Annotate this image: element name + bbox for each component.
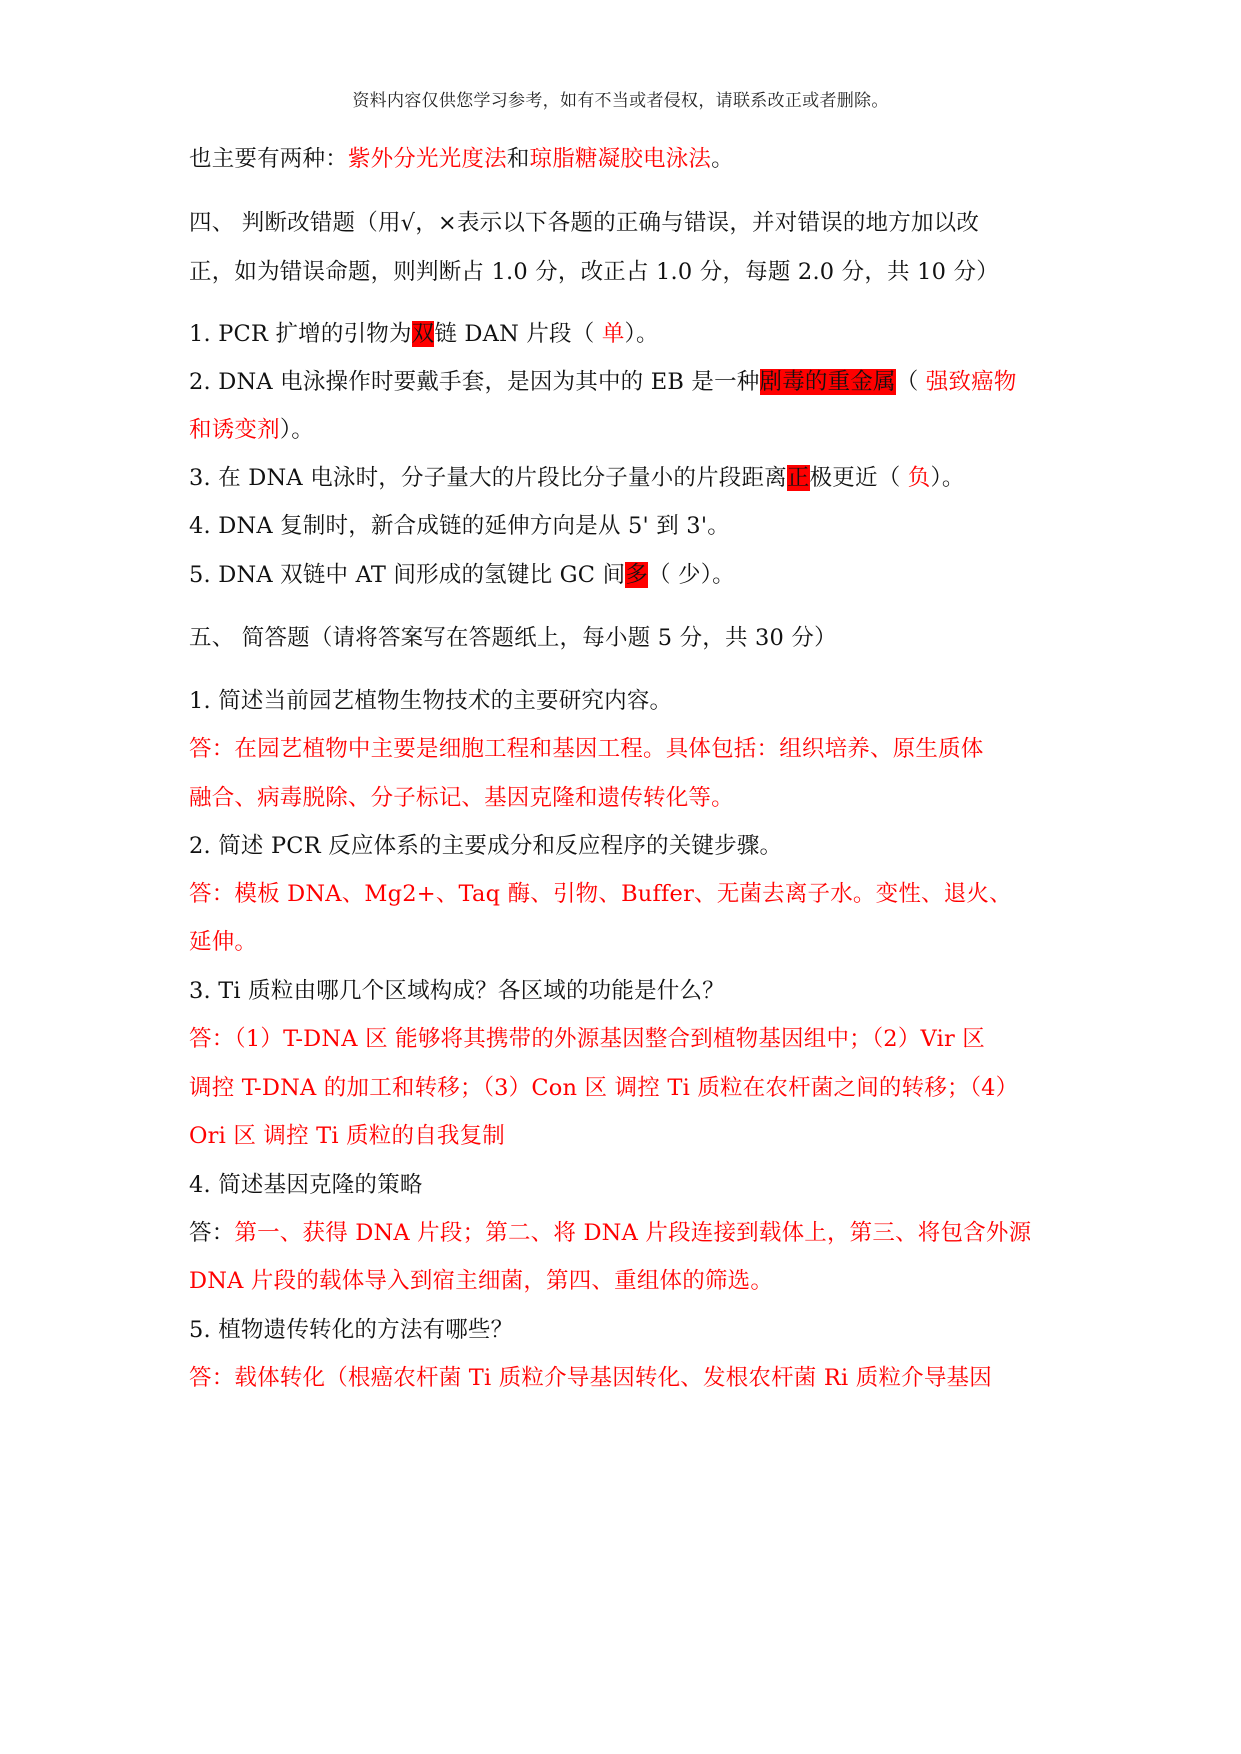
intro-line bbox=[189, 143, 1089, 175]
answer-1-line1: 答：在园艺植物中主要是细胞工程和基因工程。具体包括：组织培养、原生质体 bbox=[189, 736, 984, 762]
correction: 负 bbox=[907, 465, 931, 491]
correction: 强致癌物 bbox=[925, 369, 1017, 395]
q5-text-b: （ 少）。 bbox=[647, 562, 735, 588]
correction-cont: 和诱变剂 bbox=[189, 417, 280, 443]
short-question-3: 3. Ti 质粒由哪几个区域构成？各区域的功能是什么？ bbox=[189, 978, 725, 1004]
answer-4-line2: DNA 片段的载体导入到宿主细菌，第四、重组体的筛选。 bbox=[189, 1268, 774, 1294]
q2-text-c: ）。 bbox=[279, 417, 314, 443]
answer-1-line2: 融合、病毒脱除、分子标记、基因克隆和遗传转化等。 bbox=[189, 785, 734, 811]
answer-2-line2: 延伸。 bbox=[189, 929, 258, 955]
judge-question-3 bbox=[189, 462, 1089, 494]
q5-text: 5. DNA 双链中 AT 间形成的氢键比 GC 间 bbox=[189, 562, 626, 588]
short-question-2: 2. 简述 PCR 反应体系的主要成分和反应程序的关键步骤。 bbox=[189, 833, 783, 859]
q1-text: 1. PCR 扩增的引物为 bbox=[189, 321, 412, 347]
short-question-4: 4. 简述基因克隆的策略 bbox=[189, 1172, 423, 1198]
answer-2-line1: 答：模板 DNA、Mg2+、Taq 酶、引物、Buffer、无菌去离子水。变性、退火、 bbox=[189, 881, 1012, 907]
page-header: 资料内容仅供您学习参考，如有不当或者侵权，请联系改正或者删除。 bbox=[352, 91, 889, 111]
q3-text-b: 极更近（ bbox=[809, 465, 908, 491]
error-highlight: 正 bbox=[786, 465, 810, 491]
error-highlight: 双 bbox=[411, 321, 435, 347]
q1-text-c: ）。 bbox=[624, 321, 659, 347]
section4-heading-line2: 正，如为错误命题，则判断占 1.0 分，改正占 1.0 分，每题 2.0 分，共 10 分） bbox=[189, 259, 999, 285]
short-question-5: 5. 植物遗传转化的方法有哪些？ bbox=[189, 1317, 514, 1343]
error-highlight: 多 bbox=[625, 562, 648, 588]
answer-3-line2: 调控 T-DNA 的加工和转移；（3）Con 区 调控 Ti 质粒在农杆菌之间的转移；（4） bbox=[189, 1075, 1019, 1101]
answer-4-text: 第一、获得 DNA 片段；第二、将 DNA 片段连接到载体上，第三、将包含外源 bbox=[234, 1220, 1032, 1246]
q2-text-b: （ bbox=[895, 369, 926, 395]
q2-text: 2. DNA 电泳操作时要戴手套，是因为其中的 EB 是一种 bbox=[189, 369, 760, 395]
judge-question-5 bbox=[189, 559, 1089, 591]
q3-text-c: ）。 bbox=[930, 465, 965, 491]
judge-question-1 bbox=[189, 318, 1089, 350]
answer-4-line1 bbox=[189, 1217, 1089, 1249]
error-highlight: 剧毒的重金属 bbox=[759, 369, 896, 395]
judge-question-2-cont bbox=[189, 414, 1089, 446]
section4-heading-line1: 四、 判断改错题（用√，×表示以下各题的正确与错误，并对错误的地方加以改 bbox=[189, 210, 980, 236]
answer-3-line3: Ori 区 调控 Ti 质粒的自我复制 bbox=[189, 1123, 506, 1149]
method-gel: 琼脂糖凝胶电泳法 bbox=[529, 146, 712, 172]
answer-5-line1: 答：载体转化（根癌农杆菌 Ti 质粒介导基因转化、发根农杆菌 Ri 质粒介导基因 bbox=[189, 1365, 992, 1391]
judge-question-4: 4. DNA 复制时，新合成链的延伸方向是从 5' 到 3'。 bbox=[189, 513, 730, 539]
correction: 单 bbox=[601, 321, 625, 347]
intro-and: 和 bbox=[506, 146, 530, 172]
q1-text-b: 链 DAN 片段（ bbox=[434, 321, 602, 347]
section5-heading: 五、 简答题（请将答案写在答题纸上，每小题 5 分，共 30 分） bbox=[189, 625, 837, 651]
intro-prefix: 也主要有两种： bbox=[189, 146, 348, 172]
answer-prefix: 答： bbox=[189, 1220, 235, 1246]
answer-3-line1: 答：（1）T-DNA 区 能够将其携带的外源基因整合到植物基因组中；（2）Vir 区 bbox=[189, 1026, 985, 1052]
q3-text: 3. 在 DNA 电泳时，分子量大的片段比分子量小的片段距离 bbox=[189, 465, 787, 491]
intro-end: 。 bbox=[711, 146, 734, 172]
judge-question-2 bbox=[189, 366, 1089, 398]
short-question-1: 1. 简述当前园艺植物生物技术的主要研究内容。 bbox=[189, 688, 673, 714]
method-uv: 紫外分光光度法 bbox=[347, 146, 507, 172]
